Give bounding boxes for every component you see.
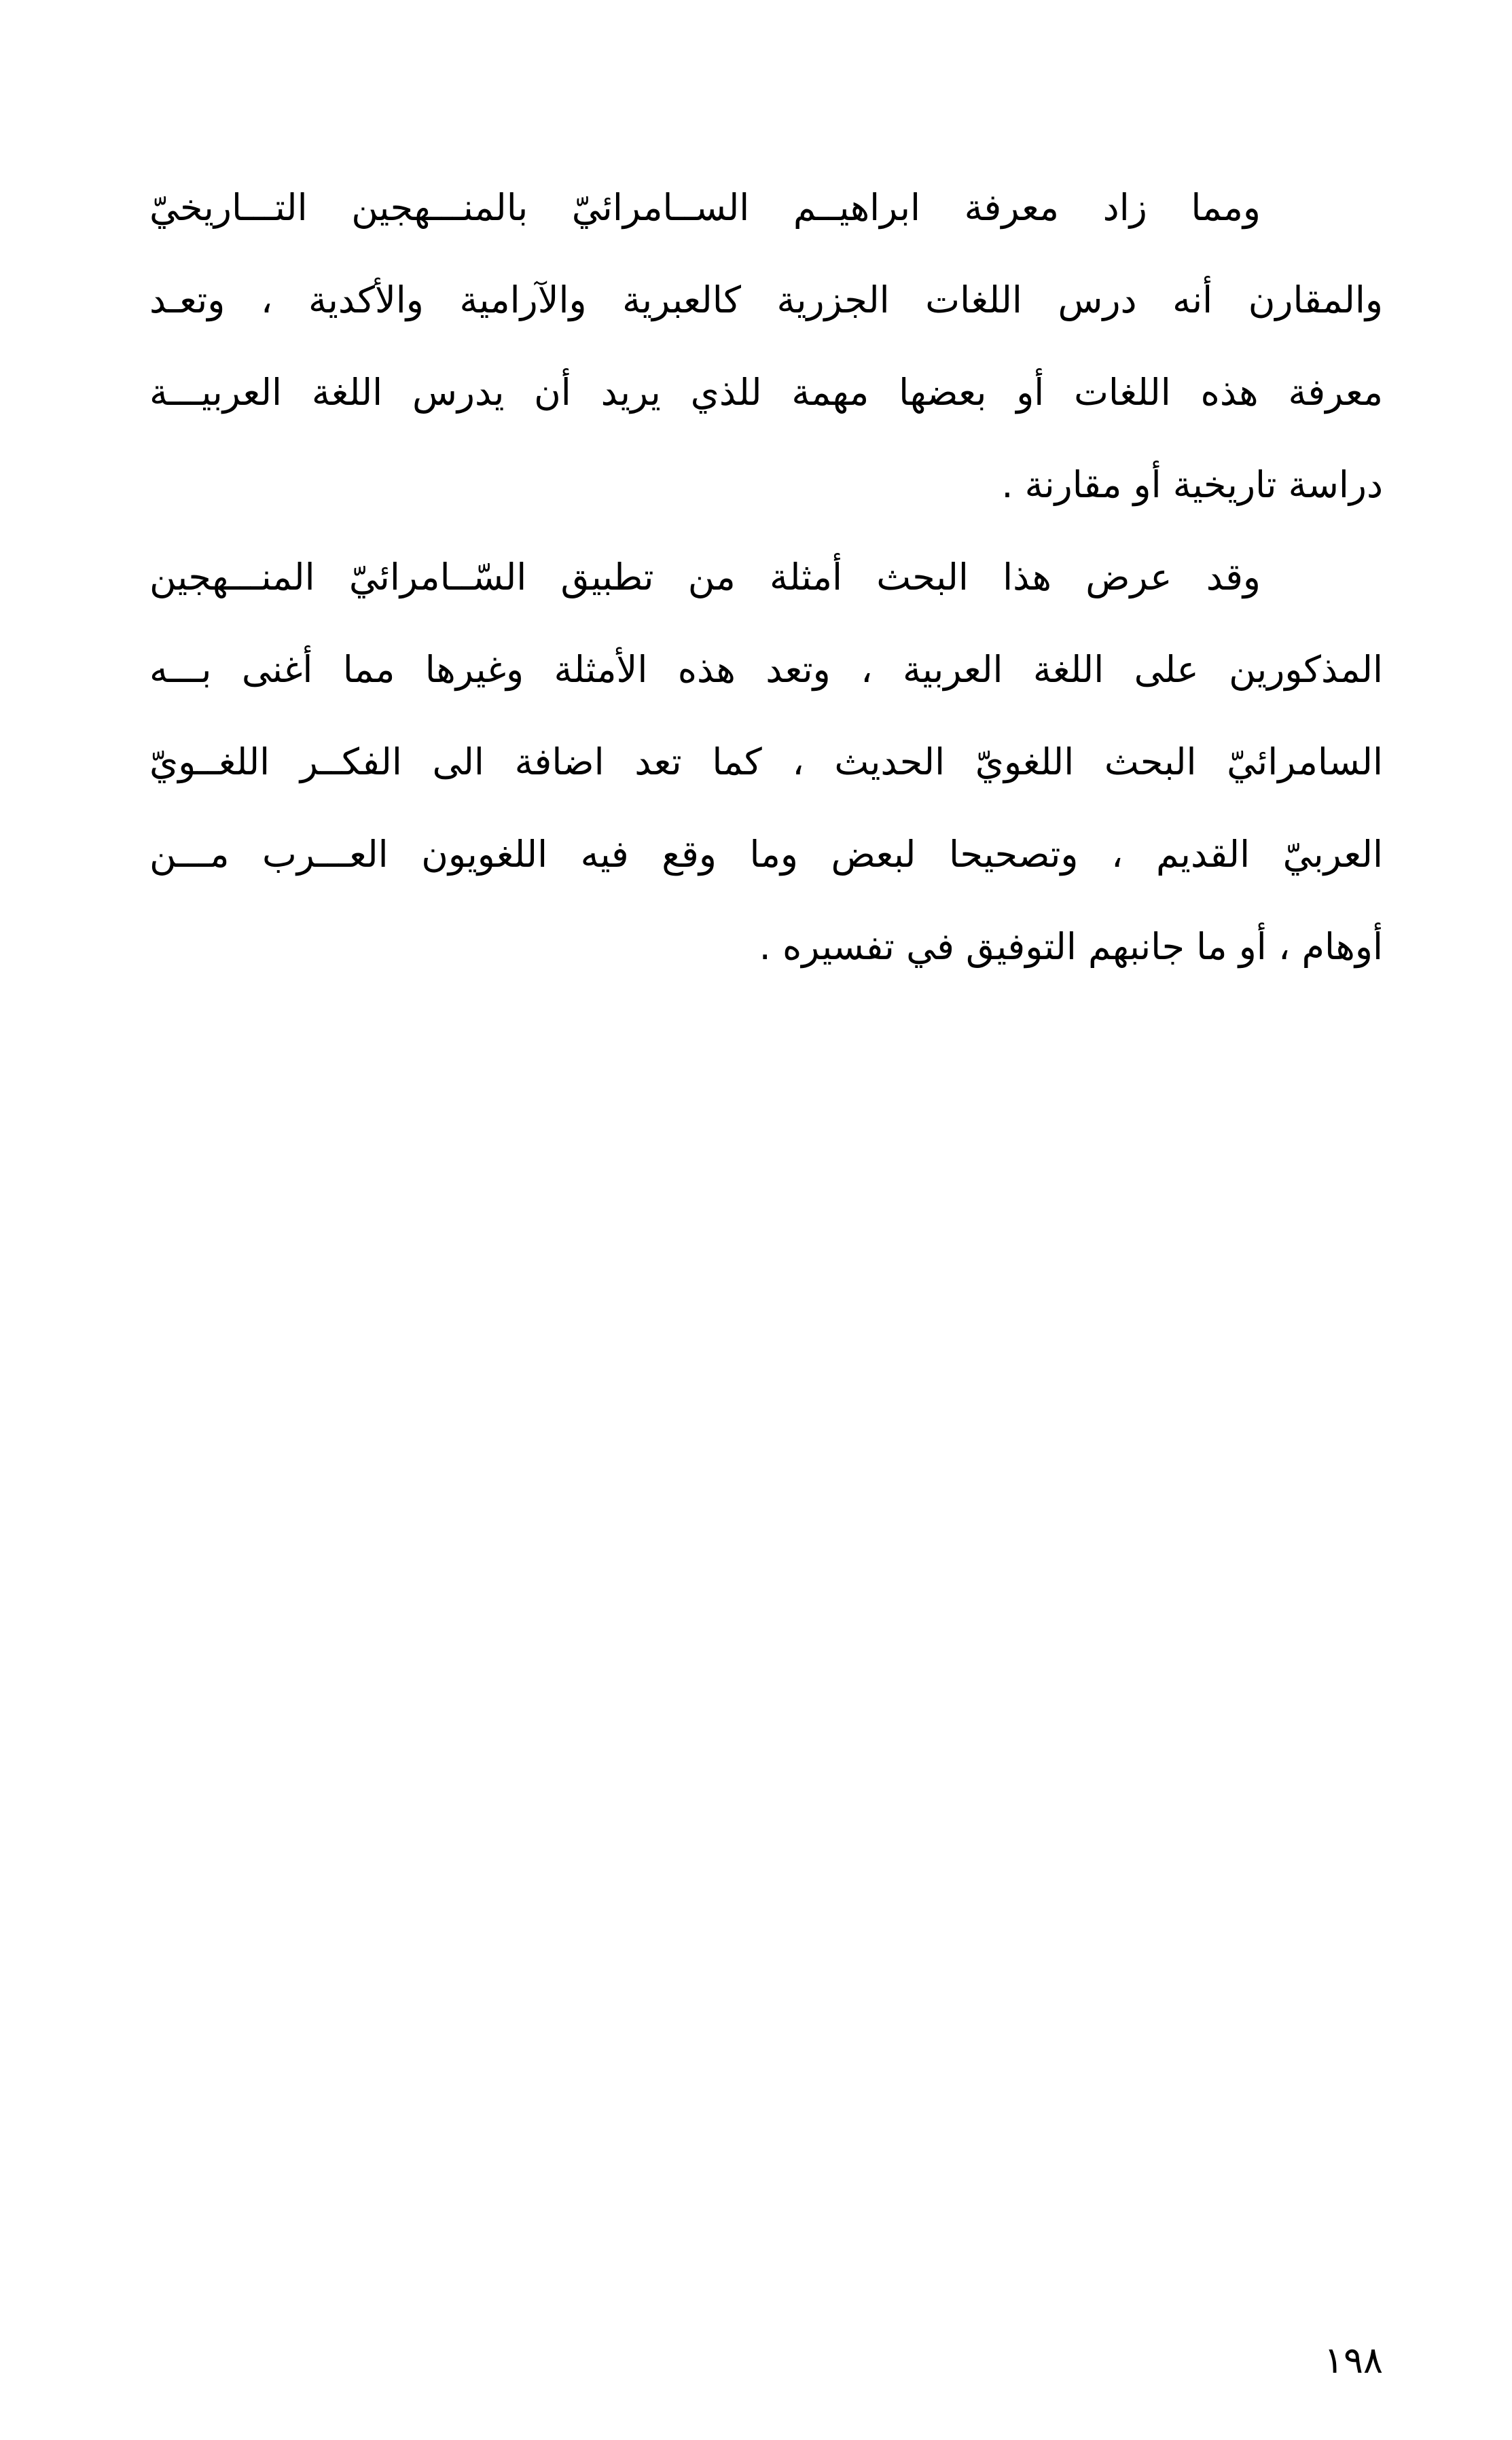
text-line: دراسة تاريخية أو مقارنة .: [1001, 463, 1383, 506]
text-line: وقد عرض هذا البحث أمثلة من تطبيق السّــامرائيّ المنـــهجين: [149, 556, 1261, 598]
text-line: والمقارن أنه درس اللغات الجزرية كالعبرية والآرامية والأكدية ، وتعـد: [149, 279, 1383, 321]
paragraph-2: [149, 531, 1383, 993]
text-line: أوهام ، أو ما جانبهم التوفيق في تفسيره .: [759, 925, 1383, 968]
paragraph-1: [149, 162, 1383, 531]
body-text: [149, 162, 1383, 993]
text-line: المذكورين على اللغة العربية ، وتعد هذه الأمثلة وغيرها مما أغنى بـــه: [149, 648, 1383, 691]
page-number: ١٩٨: [1323, 2339, 1383, 2382]
text-line: السامرائيّ البحث اللغويّ الحديث ، كما تعد اضافة الى الفكــر اللغــويّ: [149, 740, 1383, 783]
text-line: العربيّ القديم ، وتصحيحا لبعض وما وقع فيه اللغويون العـــرب مـــن: [149, 833, 1383, 876]
text-line: ومما زاد معرفة ابراهيــم الســامرائيّ بالمنـــهجين التـــاريخيّ: [149, 186, 1261, 229]
text-line: معرفة هذه اللغات أو بعضها مهمة للذي يريد أن يدرس اللغة العربيـــة: [149, 371, 1383, 414]
